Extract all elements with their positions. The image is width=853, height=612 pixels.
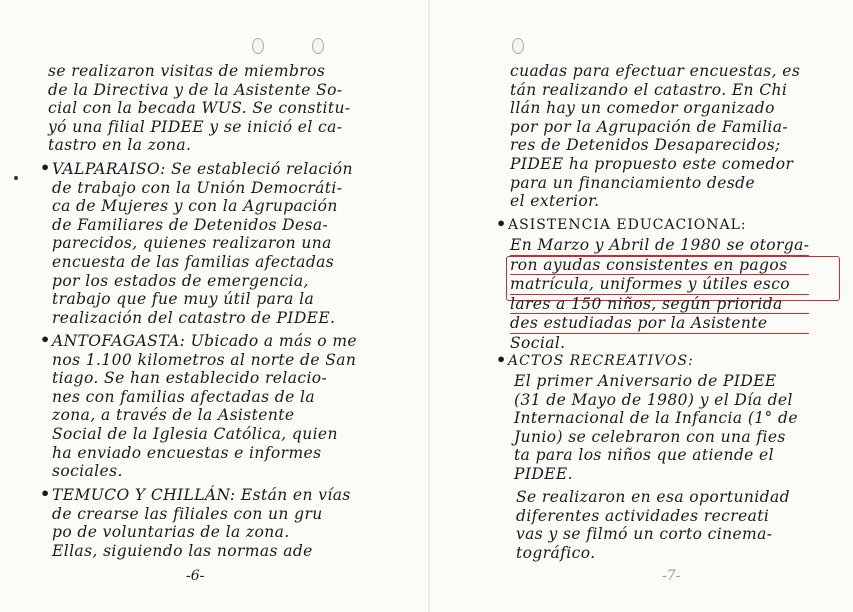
text-line: Internacional de la Infancia (1° de [514,409,798,428]
text-line: Social. [510,333,566,352]
text-line: vas y se filmó un corto cinema- [516,525,773,544]
text-line: yó una filial PIDEE y se inició el ca- [48,117,343,136]
text-line: trabajo que fue muy útil para la [52,290,315,309]
text-line: tastro en la zona. [48,136,192,155]
text-line: po de voluntarias de la zona. [52,523,290,542]
text-line: de crearse las filiales con un gru [52,504,323,523]
text-line: ron ayudas consistentes en pagos [510,256,809,276]
text-line: de la Directiva y de la Asistente So- [48,80,343,99]
text-line: lares a 150 niños, según priorida [510,295,809,315]
antofagasta-paragraph [52,332,357,481]
bullet-icon: • [40,484,51,503]
text-line: VALPARAISO: Se estableció relación [52,160,353,178]
text-line: encuesta de las familias afectadas [52,252,335,271]
bullet-icon: • [40,158,51,177]
text-line: ta para los niños que atiende el [514,446,774,465]
text-line: de Familiares de Detenidos Desa- [52,215,329,234]
text-line: diferentes actividades recreati [516,506,770,525]
asistencia-heading: ASISTENCIA EDUCACIONAL: [508,217,747,233]
page-number: -7- [662,568,681,584]
bullet-icon: • [496,214,507,233]
text-line: por los estados de emergencia, [52,271,309,290]
valparaiso-paragraph [52,160,353,327]
actos-heading: ACTOS RECREATIVOS: [508,353,694,369]
text-line: sociales. [52,462,123,481]
punch-hole [312,38,324,54]
text-line: nos 1.100 kilometros al norte de San [52,350,357,369]
text-line: zona, a través de la Asistente [52,406,295,425]
text-line: El primer Aniversario de PIDEE [514,372,777,390]
text-line: Social de la Iglesia Católica, quien [52,424,338,443]
text-line: tiago. Se han establecido relacio- [52,369,328,388]
page-number: -6- [186,568,205,584]
text-line: el exterior. [510,192,600,211]
text-line: PIDEE ha propuesto este comedor [510,154,794,173]
text-line: des estudiadas por la Asistente [510,314,809,334]
text-line: ha enviado encuestas e informes [52,443,322,462]
actos-paragraph [514,372,798,484]
text-line: TEMUCO Y CHILLÁN: Están en vías [52,486,351,504]
text-line: PIDEE. [514,464,573,483]
margin-dot [14,176,18,180]
text-line: res de Detenidos Desaparecidos; [510,136,781,155]
text-line: ca de Mujeres y con la Agrupación [52,197,338,216]
text-line: tográfico. [516,543,596,562]
text-line: Junio) se celebraron con una fies [514,427,786,446]
right-page [430,0,853,612]
text-line: realización del catastro de PIDEE. [52,308,336,327]
text-line: para un financiamiento desde [510,173,756,192]
left-intro-paragraph [48,62,351,155]
text-line: ANTOFAGASTA: Ubicado a más o me [52,332,357,350]
text-line: parecidos, quienes realizaron una [52,234,332,253]
text-line: matrícula, uniformes y útiles esco [510,275,809,295]
text-line: nes con familias afectadas de la [52,387,315,406]
text-line: Ellas, siguiendo las normas ade [52,541,313,560]
text-line: cial con la becada WUS. Se constitu- [48,99,351,118]
text-line: por por la Agrupación de Familia- [510,117,789,136]
text-line: tán realizando el catastro. En Chi [510,80,788,99]
text-line: llán hay un comedor organizado [510,99,775,118]
right-intro-paragraph [510,62,800,211]
text-line: de trabajo con la Unión Democráti- [52,178,343,197]
bullet-icon: • [40,330,51,349]
text-line: Se realizaron en esa oportunidad [516,488,790,506]
closing-paragraph [516,488,790,562]
text-line: En Marzo y Abril de 1980 se otorga- [510,236,810,254]
bullet-icon: • [496,350,507,369]
temuco-chillan-paragraph [52,486,351,560]
asistencia-paragraph [510,236,809,353]
punch-hole [252,38,264,54]
text-line: cuadas para efectuar encuestas, es [510,62,801,80]
punch-hole [512,38,524,54]
text-line: se realizaron visitas de miembros [48,62,326,80]
text-line: (31 de Mayo de 1980) y el Día del [514,390,793,409]
